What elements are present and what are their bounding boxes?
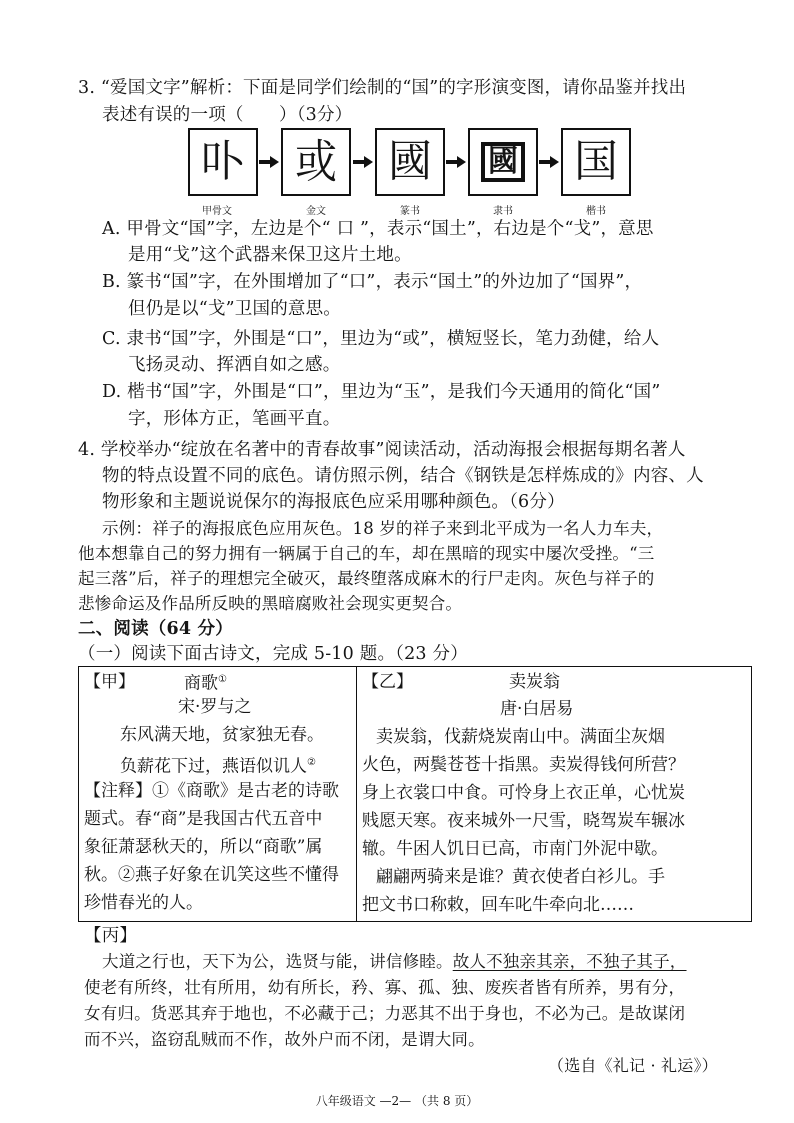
yi-poem-line-2: 火色，两鬓苍苍十指黑。卖炭得钱何所营？ [362,755,685,775]
bing-line-1-plain: 大道之行也，天下为公，选贤与能，讲信修睦。 [102,952,453,971]
q3-option-b-line-1: B. 篆书“国”字，在外围增加了“口”，表示“国土”的外边加了“国界”， [102,272,643,292]
jia-note-line-3: 象征萧瑟秋天的，所以“商歌”属 [84,837,323,857]
jia-tag: 【甲】 [84,672,135,692]
q3-option-a-line-2: 是用“戈”这个武器来保卫这片土地。 [128,245,412,265]
table-column-divider [356,666,357,922]
jia-note-line-5: 珍惜春光的人。 [84,893,203,913]
jia-poem-line-1: 东风满天地，贫家独无春。 [120,725,324,745]
oracle-bone-glyph-box [188,128,258,196]
arrow-right-icon [353,156,373,168]
regular-script-label: 楷书 [586,206,606,217]
jia-note-line-1: 【注释】①《商歌》是古老的诗歌 [84,781,339,801]
jia-title: 商歌 [184,673,218,694]
seal-script-glyph-box [375,128,445,196]
bronze-glyph: 或 [294,134,337,189]
yi-poem-line-6: 翩翩两骑来是谁？黄衣使者白衫儿。手 [376,867,665,887]
q4-example-line-2: 他本想靠自己的努力拥有一辆属于自己的车，却在黑暗的现实中屡次受挫。“三 [78,544,655,563]
jia-author: 宋·罗与之 [178,697,252,717]
q4-stem-line-3: 物形象和主题说说保尔的海报底色应采用哪种颜色。（6分） [102,492,565,512]
q4-example-line-3: 起三落”后，祥子的理想完全破灭，最终堕落成麻木的行尸走肉。灰色与祥子的 [78,569,655,588]
jia-note-line-4: 秋。②燕子好象在讥笑这些不懂得 [84,865,339,885]
q3-option-c-line-2: 飞扬灵动、挥洒自如之感。 [128,355,341,375]
bing-line-1 [102,950,687,974]
q4-example-line-1: 示例：祥子的海报底色应用灰色。18 岁的祥子来到北平成为一名人力车夫， [102,519,664,538]
yi-poem-line-7: 把文书口称敕，回车叱牛牵向北…… [362,895,634,915]
clerical-glyph: 國 [481,142,525,182]
q3-option-b-line-2: 但仍是以“戈”卫国的意思。 [128,299,341,319]
bing-tag: 【丙】 [84,926,138,946]
yi-poem-line-3: 身上衣裳口中食。可怜身上衣正单，心忧炭 [362,783,685,803]
q3-option-a-line-1: A. 甲骨文“国”字，左边是个“ 口 ”，表示“国土”，右边是个“戈”，意思 [102,219,654,239]
q4-stem-line-1: 4. 学校举办“绽放在名著中的青春故事”阅读活动，活动海报会根据每期名著人 [78,440,686,460]
oracle-bone-glyph: 卟 [201,136,245,187]
seal-script-glyph: 國 [388,136,432,187]
q3-stem-line-2: 表述有误的一项（ ）（3分） [102,105,353,125]
bing-line-2: 使老有所终，壮有所用，幼有所长，矜、寡、孤、独、废疾者皆有所养，男有分， [84,978,686,997]
arrow-right-icon [259,156,279,168]
q3-option-d-line-1: D. 楷书“国”字，外围是“口”，里边为“玉”，是我们今天通用的简化“国” [102,382,661,402]
yi-poem-line-4: 贱愿天寒。夜来城外一尺雪，晓驾炭车辗冰 [362,811,685,831]
regular-script-glyph-box [561,128,631,196]
bronze-label: 金文 [306,206,326,217]
yi-title: 卖炭翁 [509,672,560,692]
yi-tag: 【乙】 [362,672,413,692]
bing-source: （选自《礼记 · 礼运》） [548,1056,718,1075]
q4-example-line-4: 悲惨命运及作品所反映的黑暗腐败社会现实更契合。 [78,594,463,613]
jia-poem-line-2: 负薪花下过，燕语似讥人 [120,756,307,777]
clerical-glyph-box [468,128,538,196]
jia-note-line-2: 题式。春“商”是我国古代五音中 [84,809,323,829]
bing-line-4: 而不兴，盗窃乱贼而不作，故外户而不闭，是谓大同。 [84,1030,485,1049]
clerical-label: 隶书 [493,206,513,217]
jia-poem-line-2-wrap [120,751,316,779]
yi-poem-line-5: 辙。牛困人饥日已高，市南门外泥中歇。 [362,839,668,859]
arrow-right-icon [446,156,466,168]
arrow-right-icon [539,156,559,168]
page-footer: 八年级语文 —2— （共 8 页） [315,1094,479,1108]
oracle-bone-label: 甲骨文 [202,206,232,217]
q3-option-d-line-2: 字，形体方正，笔画平直。 [128,409,341,429]
bing-line-1-underlined: 故人不独亲其亲，不独子其子， [452,952,687,971]
q4-stem-line-2: 物的特点设置不同的底色。请仿照示例，结合《钢铁是怎样炼成的》内容、人 [102,466,704,486]
jia-title-wrap [184,668,227,696]
section-reading-title: 二、阅读（64 分） [78,619,233,639]
bronze-glyph-box [281,128,351,196]
jia-title-note-mark: ① [218,674,227,685]
regular-script-glyph: 国 [574,136,618,187]
q3-option-c-line-1: C. 隶书“国”字，外围是“口”，里边为“或”，横短竖长，笔力劲健，给人 [102,329,660,349]
bing-line-3: 女有归。货恶其弃于地也，不必藏于己；力恶其不出于身也，不必为己。是故谋闭 [84,1004,686,1023]
yi-poem-line-1: 卖炭翁，伐薪烧炭南山中。满面尘灰烟 [376,727,665,747]
section-reading-subtitle: （一）阅读下面古诗文，完成 5-10 题。（23 分） [78,644,468,664]
jia-line-note-mark: ② [307,757,316,768]
seal-script-label: 篆书 [400,206,420,217]
yi-author: 唐·白居易 [500,699,574,719]
q3-stem-line-1: 3. “爱国文字”解析：下面是同学们绘制的“国”的字形演变图，请你品鉴并找出 [78,78,687,98]
